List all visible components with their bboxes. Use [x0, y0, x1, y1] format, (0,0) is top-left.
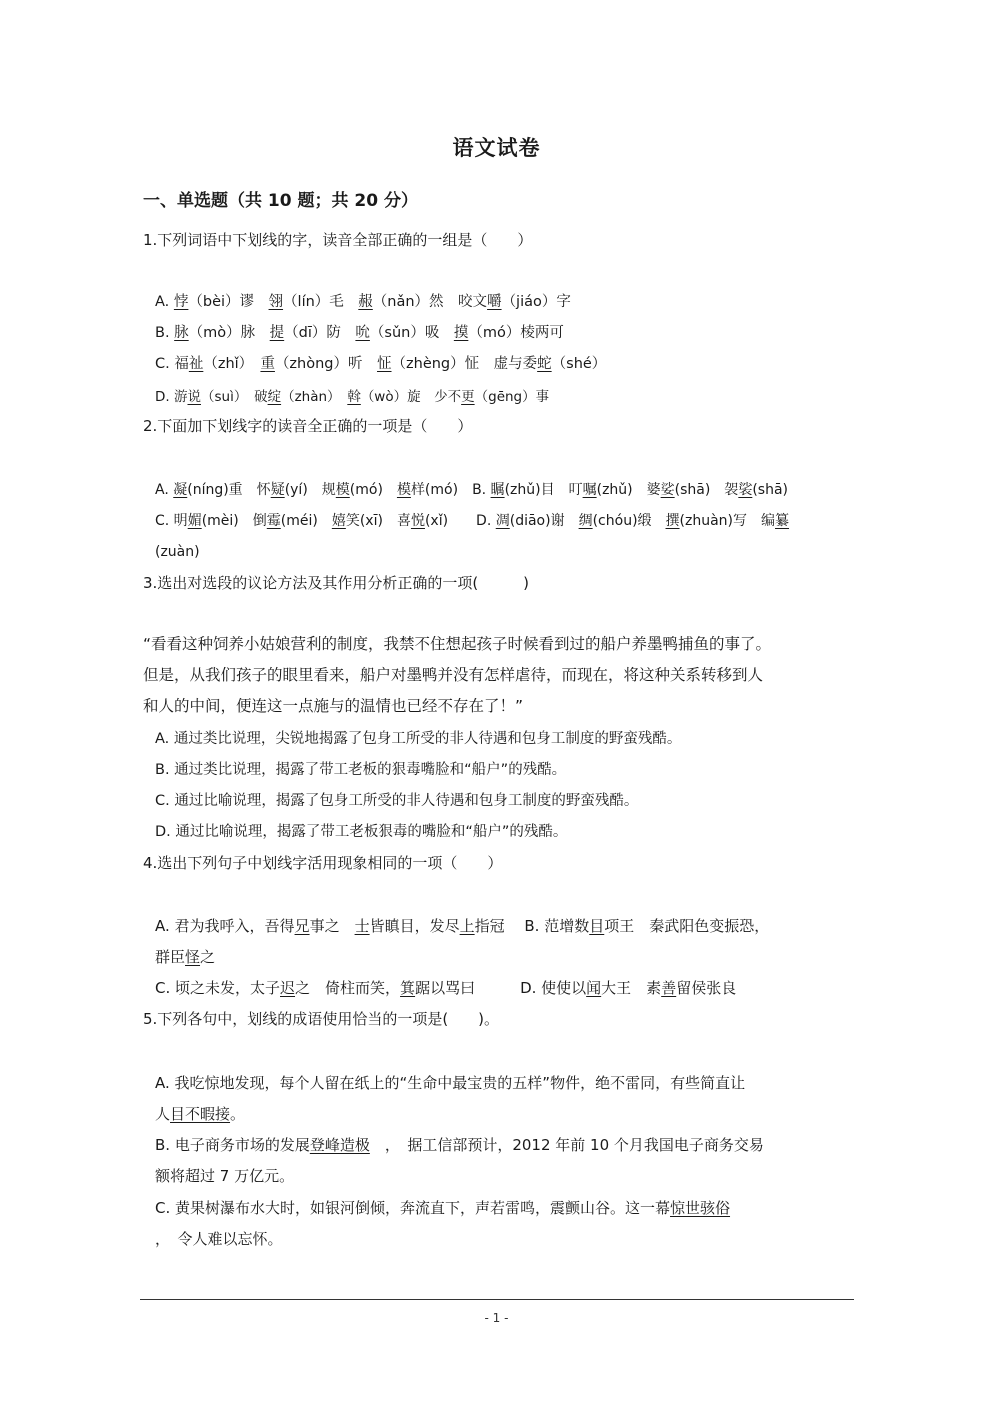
underlined-text: 兄 [294, 917, 310, 935]
underlined-text: 霉 [266, 513, 281, 529]
option-text: （zhǐ） [203, 356, 261, 372]
underlined-text: 翎 [268, 294, 284, 310]
option-text: (mó) [349, 482, 397, 498]
option-text: D. 游 [155, 389, 188, 405]
question-4-option [155, 946, 215, 968]
option-text: 留侯张良 [676, 979, 737, 997]
underlined-text: 吮 [355, 325, 370, 341]
option-text: B. 电子商务市场的发展 [155, 1136, 310, 1154]
option-text: （lín）毛 [283, 294, 359, 310]
option-text: C. 顷之未发，太子 [155, 979, 281, 997]
option-text: （zhèng）怔 虚与委 [391, 356, 538, 372]
option-text: C. 黄果树瀑布水大时，如银河倒倾，奔流直下，声若雷鸣，震颤山谷。这一幕 [155, 1199, 671, 1217]
option-text: （nǎn）然 咬文 [372, 294, 488, 310]
underlined-text: 斡 [347, 389, 361, 405]
option-text: 人 [155, 1105, 171, 1123]
option-text: C. 通过比喻说理，揭露了包身工所受的非人待遇和包身工制度的野蛮残酷。 [155, 793, 639, 809]
underlined-text: 娑 [660, 482, 675, 498]
underlined-text: 上 [459, 917, 475, 935]
question-2-option [155, 510, 789, 532]
question-4-option [155, 977, 736, 999]
question-3-option [155, 790, 638, 812]
underlined-text: 疑 [270, 482, 285, 498]
question-3-passage-line: 但是，从我们孩子的眼里看来，船户对墨鸭并没有怎样虐待，而现在，将这种关系转移到人 [143, 666, 764, 684]
option-text: 指冠 B. 范增数 [474, 917, 590, 935]
underlined-text: 裟 [738, 482, 753, 498]
option-text: A. [155, 482, 174, 498]
question-5-stem: 5.下列各句中，划线的成语使用恰当的一项是( )。 [143, 1010, 500, 1028]
underlined-text: 凋 [495, 513, 510, 529]
option-text: (zhǔ)目 叮 [504, 482, 583, 498]
underlined-text: 提 [269, 325, 285, 341]
option-text: (shā) 袈 [674, 482, 739, 498]
underlined-text: 脉 [174, 325, 189, 341]
option-text: 之 倚柱而笑， [295, 979, 401, 997]
option-text: 额将超过 7 万亿元。 [155, 1167, 295, 1185]
underlined-text: 善 [661, 979, 677, 997]
option-text: B. [155, 325, 175, 341]
option-text: （dī）防 [284, 325, 356, 341]
underlined-text: 目 [589, 917, 605, 935]
question-5-option [155, 1197, 730, 1219]
underlined-text: 绸 [578, 513, 593, 529]
question-3-stem: 3.选出对选段的议论方法及其作用分析正确的一项( ) [143, 574, 530, 592]
option-text: ， 令人难以忘怀。 [155, 1230, 283, 1248]
underlined-text: 蛇 [537, 356, 552, 372]
question-1-stem: 1.下列词语中下划线的字，读音全部正确的一组是（ ） [143, 231, 533, 249]
underlined-text: 嚼 [487, 294, 502, 310]
question-4-option [155, 915, 769, 937]
question-3-option [155, 821, 567, 843]
option-text: （shé） [551, 356, 607, 372]
option-text: （jiáo）字 [501, 294, 571, 310]
underlined-text: 登峰造极 [309, 1136, 370, 1154]
option-text: (diāo)谢 [509, 513, 579, 529]
question-2-option [155, 541, 200, 563]
question-3-passage-line: “看看这种饲养小姑娘营利的制度，我禁不住想起孩子时候看到过的船户养墨鸭捕鱼的事了。 [143, 635, 772, 653]
underlined-text: 悖 [173, 294, 189, 310]
underlined-text: 赧 [358, 294, 373, 310]
option-text: 皆瞋目，发尽 [369, 917, 460, 935]
option-text: （gēng）事 [474, 389, 550, 405]
question-5-option [155, 1134, 764, 1156]
option-text: A. 君为我呼入，吾得 [155, 917, 295, 935]
option-text: C. 明 [155, 513, 188, 529]
option-text: 样(mó) B. [410, 482, 491, 498]
option-text: （suì） 破 [200, 389, 268, 405]
option-text: (zuàn) [155, 544, 200, 560]
underlined-text: 祉 [188, 356, 204, 372]
option-text: (yí) 规 [284, 482, 336, 498]
question-5-option [155, 1165, 294, 1187]
option-text: C. 福 [155, 356, 189, 372]
underlined-text: 箕 [400, 979, 416, 997]
option-text: （sǔn）吸 [369, 325, 454, 341]
question-3-option [155, 759, 566, 781]
underlined-text: 模 [335, 482, 350, 498]
footer-divider [140, 1299, 854, 1300]
question-3-option [155, 728, 681, 750]
question-5-option [155, 1103, 245, 1125]
question-4-stem: 4.选出下列句子中划线字活用现象相同的一项（ ） [143, 854, 503, 872]
underlined-text: 凝 [173, 482, 188, 498]
option-text: （zhòng）听 [274, 356, 378, 372]
question-1-option [155, 322, 564, 344]
underlined-text: 撰 [665, 513, 680, 529]
question-1-option [155, 353, 606, 375]
option-text: (zhǔ) 婆 [596, 482, 661, 498]
question-1-option [155, 386, 549, 408]
underlined-text: 惊世骇俗 [670, 1199, 731, 1217]
option-text: 群臣 [155, 948, 186, 966]
option-text: 之 [200, 948, 216, 966]
section-heading: 一、单选题（共 10 题；共 20 分） [143, 191, 418, 211]
option-text: （mò）脉 [188, 325, 270, 341]
question-1-option [155, 291, 571, 313]
question-2-stem: 2.下面加下划线字的读音全正确的一项是（ ） [143, 417, 473, 435]
underlined-text: 纂 [775, 513, 790, 529]
option-text: （mó）棱两可 [468, 325, 564, 341]
question-3-passage-line: 和人的中间，便连这一点施与的温情也已经不存在了！” [143, 697, 524, 715]
option-text: 项王 秦武阳色变振恐， [604, 917, 770, 935]
option-text: (mèi) 倒 [201, 513, 267, 529]
option-text: （zhàn） [281, 389, 348, 405]
option-text: D. 通过比喻说理，揭露了带工老板狠毒的嘴脸和“船户”的残酷。 [155, 824, 568, 840]
underlined-text: 模 [396, 482, 411, 498]
underlined-text: 更 [461, 389, 475, 405]
option-text: （wò）旋 少不 [360, 389, 462, 405]
underlined-text: 迟 [280, 979, 296, 997]
underlined-text: 媚 [187, 513, 202, 529]
option-text: (xǐ) D. [424, 513, 496, 529]
underlined-text: 嘱 [582, 482, 597, 498]
option-text: ， 据工信部预计，2012 年前 10 个月我国电子商务交易 [369, 1136, 764, 1154]
page-number: - 1 - [484, 1311, 509, 1325]
option-text: A. 通过类比说理，尖锐地揭露了包身工所受的非人待遇和包身工制度的野蛮残酷。 [155, 731, 682, 747]
underlined-text: 怪 [185, 948, 201, 966]
option-text: (méi) [280, 513, 332, 529]
underlined-text: 怔 [377, 356, 392, 372]
option-text: 。 [230, 1105, 246, 1123]
document-title: 语文试卷 [452, 135, 541, 160]
option-text: A. [155, 294, 174, 310]
option-text: (zhuàn)写 编 [679, 513, 776, 529]
underlined-text: 摸 [453, 325, 469, 341]
option-text: (shā) [752, 482, 788, 498]
option-text: (níng)重 怀 [187, 482, 271, 498]
underlined-text: 说 [187, 389, 201, 405]
question-5-option [155, 1072, 745, 1094]
underlined-text: 瞩 [490, 482, 505, 498]
underlined-text: 绽 [267, 389, 282, 405]
underlined-text: 重 [260, 356, 275, 372]
option-text: A. 我吃惊地发现，每个人留在纸上的“生命中最宝贵的五样”物件，绝不雷同，有些简直让 [155, 1074, 746, 1092]
option-text: 大王 素 [601, 979, 662, 997]
option-text: 笑(xī) 喜 [345, 513, 411, 529]
question-2-option [155, 479, 788, 501]
option-text: （bèi）谬 [188, 294, 269, 310]
underlined-text: 目不暇接 [170, 1105, 231, 1123]
underlined-text: 闻 [586, 979, 602, 997]
option-text: (chóu)缎 [592, 513, 666, 529]
underlined-text: 嬉 [331, 513, 346, 529]
underlined-text: 悦 [410, 513, 425, 529]
option-text: B. 通过类比说理，揭露了带工老板的狠毒嘴脸和“船户”的残酷。 [155, 762, 567, 778]
option-text: 踞以骂曰 D. 使使以 [415, 979, 587, 997]
underlined-text: 士 [354, 917, 370, 935]
question-5-option [155, 1228, 283, 1250]
option-text: 事之 [309, 917, 355, 935]
